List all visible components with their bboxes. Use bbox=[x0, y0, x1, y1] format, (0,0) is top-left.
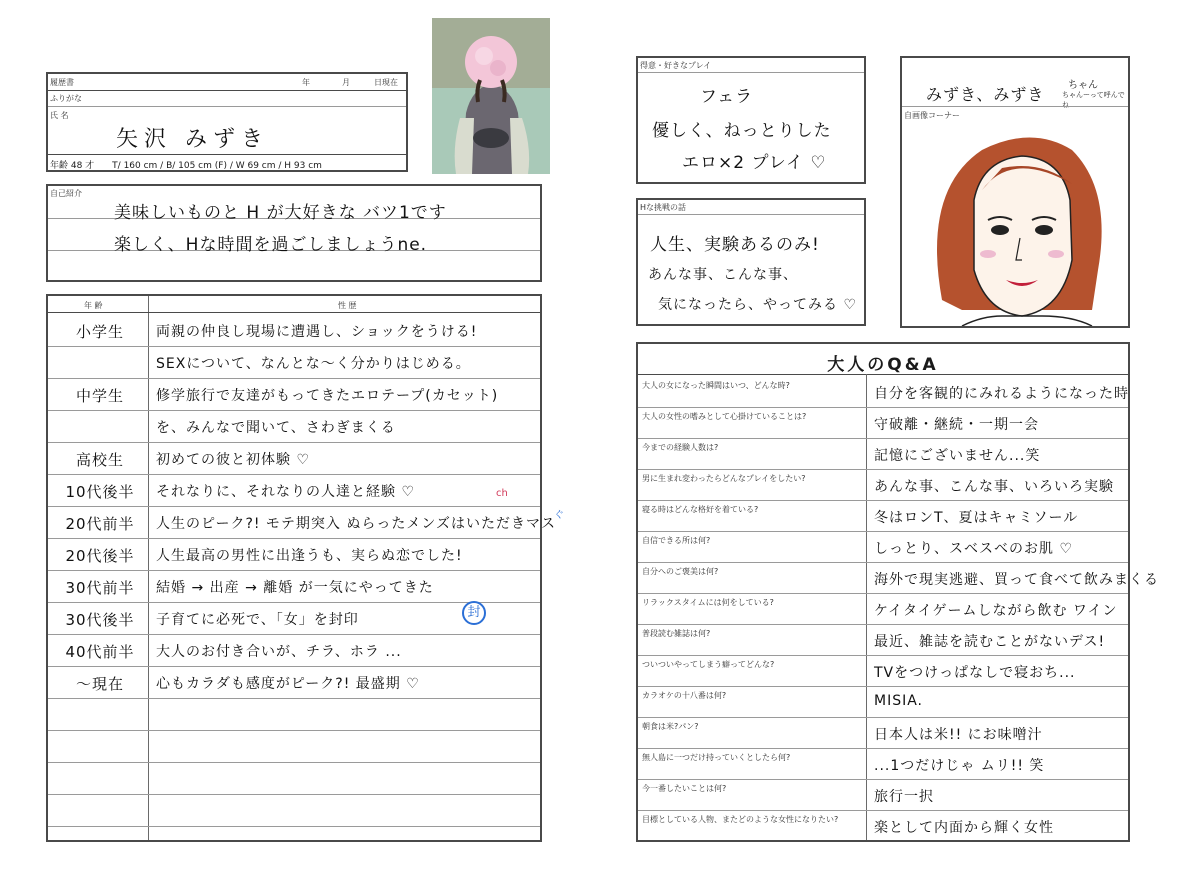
qa-row-divider bbox=[638, 438, 1128, 439]
date-genzai: 日現在 bbox=[374, 78, 398, 87]
qa-title: 大人のQ&A bbox=[827, 355, 939, 375]
h-challenge-line-2: あんな事、こんな事、 bbox=[648, 267, 798, 283]
history-row-age: 40代前半 bbox=[65, 643, 135, 661]
history-row-divider bbox=[48, 538, 540, 539]
qa-question: 今一番したいことは何? bbox=[642, 784, 727, 793]
history-row-divider bbox=[48, 506, 540, 507]
self-portrait-box bbox=[900, 56, 1130, 328]
body-stats: 年齢 48 才 T/ 160 cm / B/ 105 cm (F) / W 69 cm / H 93 cm bbox=[50, 161, 322, 171]
qa-table bbox=[636, 342, 1159, 842]
history-row-event: 大人のお付き合いが、チラ、ホラ ... bbox=[156, 644, 402, 660]
qa-row-divider bbox=[638, 655, 1128, 656]
history-row-divider bbox=[48, 378, 540, 379]
history-row-age: 20代後半 bbox=[65, 547, 135, 565]
self-intro-line-2: 楽しく、Hな時間を過ごしましょうne. bbox=[114, 235, 428, 255]
favorite-play-label: 得意・好きなプレイ bbox=[640, 61, 712, 70]
history-row-event: SEXについて、なんとな〜く分かりはじめる。 bbox=[156, 356, 471, 372]
history-row-divider bbox=[48, 570, 540, 571]
qa-answer: 旅行一択 bbox=[874, 789, 934, 805]
qa-row-divider bbox=[638, 469, 1128, 470]
self-portrait-drawing bbox=[922, 120, 1112, 326]
favorite-play-box bbox=[636, 56, 866, 184]
qa-question: 無人島に一つだけ持っていくとしたら何? bbox=[642, 753, 791, 762]
name-label: 氏 名 bbox=[50, 111, 69, 120]
history-row-event: 人生最高の男性に出逢うも、実らぬ恋でした! bbox=[156, 548, 463, 564]
qa-answer: ...1つだけじゃ ムリ!! 笑 bbox=[874, 758, 1045, 774]
name-value: 矢沢 みずき bbox=[116, 127, 269, 152]
history-col-age: 年 齢 bbox=[84, 301, 103, 310]
portrait-name: みずき、みずき bbox=[926, 85, 1045, 104]
qa-question: 自分へのご褒美は何? bbox=[642, 567, 719, 576]
history-row-age: 中学生 bbox=[75, 387, 124, 405]
qa-row-divider bbox=[638, 779, 1128, 780]
qa-answer: 日本人は米!! にお味噌汁 bbox=[874, 727, 1043, 743]
favorite-play-line-2: 優しく、ねっとりした bbox=[652, 121, 832, 141]
history-row-divider bbox=[48, 442, 540, 443]
qa-answer: 冬はロンT、夏はキャミソール bbox=[874, 510, 1079, 526]
profile-photo bbox=[432, 18, 550, 174]
qa-row-divider bbox=[638, 593, 1128, 594]
date-nen: 年 bbox=[302, 78, 310, 87]
qa-answer: しっとり、スベスベのお肌 ♡ bbox=[874, 541, 1074, 557]
self-intro-label: 自己紹介 bbox=[50, 189, 82, 198]
history-row-event: を、みんなで聞いて、さわぎまくる bbox=[156, 420, 396, 436]
qa-row-divider bbox=[638, 500, 1128, 501]
qa-question: リラックスタイムには何をしている? bbox=[642, 598, 774, 607]
history-row-divider bbox=[48, 346, 540, 347]
history-row-age: 10代後半 bbox=[65, 483, 135, 501]
qa-question: 朝食は米?パン? bbox=[642, 722, 699, 731]
history-row-divider bbox=[48, 474, 540, 475]
history-row-event: 人生のピーク?! モテ期突入 ぬらったメンズはいただきマス bbox=[156, 516, 556, 532]
qa-row-divider bbox=[638, 748, 1128, 749]
qa-question: 男に生まれ変わったらどんなプレイをしたい? bbox=[642, 474, 806, 483]
qa-answer: MISIA. bbox=[874, 693, 924, 709]
history-row-event: 修学旅行で友達がもってきたエロテープ(カセット) bbox=[156, 388, 499, 404]
qa-row-divider bbox=[638, 407, 1128, 408]
history-row-event: 結婚 → 出産 → 離婚 が一気にやってきた bbox=[156, 580, 434, 596]
qa-question: 寝る時はどんな格好を着ている? bbox=[642, 505, 759, 514]
history-row-age: 小学生 bbox=[75, 323, 124, 341]
qa-question: 普段読む雑誌は何? bbox=[642, 629, 711, 638]
qa-question: 今までの経験人数は? bbox=[642, 443, 719, 452]
seal-mark: 封 bbox=[462, 601, 486, 625]
qa-answer: TVをつけっぱなしで寝おち... bbox=[874, 665, 1076, 681]
qa-row-divider bbox=[638, 810, 1128, 811]
h-challenge-label: Hな挑戦の話 bbox=[640, 203, 687, 212]
h-challenge-line-1: 人生、実験あるのみ! bbox=[650, 235, 820, 255]
history-row-divider bbox=[48, 698, 540, 699]
history-row-event: 両親の仲良し現場に遭遇し、ショックをうける! bbox=[156, 324, 478, 340]
history-row-age: 高校生 bbox=[75, 451, 124, 469]
history-row-age: 〜現在 bbox=[75, 675, 124, 693]
history-row-divider bbox=[48, 634, 540, 635]
h-challenge-box bbox=[636, 198, 866, 326]
self-intro-line-1: 美味しいものと H が大好きな バツ1です bbox=[114, 203, 447, 223]
furigana-label: ふりがな bbox=[50, 94, 82, 103]
favorite-play-line-1: フェラ bbox=[700, 87, 754, 107]
history-row-divider bbox=[48, 794, 540, 795]
history-row-divider bbox=[48, 826, 540, 827]
rirekisho-label: 履歴書 bbox=[50, 78, 74, 87]
qa-answer: 海外で現実逃避、買って食べて飲みまくる bbox=[874, 572, 1159, 588]
qa-question: 自信できる所は何? bbox=[642, 536, 711, 545]
qa-row-divider bbox=[638, 562, 1128, 563]
history-row-age: 30代前半 bbox=[65, 579, 135, 597]
qa-answer: 最近、雑誌を読むことがないデス! bbox=[874, 634, 1106, 650]
name-box bbox=[46, 72, 408, 172]
profile-photo-figure bbox=[432, 18, 550, 174]
qa-row-divider bbox=[638, 624, 1128, 625]
history-row-divider bbox=[48, 730, 540, 731]
qa-question: ついついやってしまう癖ってどんな? bbox=[642, 660, 775, 669]
qa-answer: 守破離・継続・一期一会 bbox=[874, 417, 1039, 433]
favorite-play-line-3: エロ×2 プレイ ♡ bbox=[682, 153, 827, 173]
history-row-age: 20代前半 bbox=[65, 515, 135, 533]
history-row-event: 子育てに必死で、「女」を封印 bbox=[156, 612, 359, 628]
qa-answer: 記憶にございません...笑 bbox=[874, 448, 1041, 464]
qa-question: 目標としている人物、またどのような女性になりたい? bbox=[642, 815, 839, 824]
history-row-divider bbox=[48, 410, 540, 411]
qa-row-divider bbox=[638, 717, 1128, 718]
qa-answer: あんな事、こんな事、いろいろ実験 bbox=[874, 479, 1114, 495]
history-row-event: 心もカラダも感度がピーク?! 最盛期 ♡ bbox=[156, 676, 420, 692]
history-row-age: 30代後半 bbox=[65, 611, 135, 629]
qa-answer: 楽として内面から輝く女性 bbox=[874, 820, 1054, 836]
history-row-divider bbox=[48, 762, 540, 763]
date-tsuki: 月 bbox=[342, 78, 350, 87]
portrait-note: ちゃんーって呼んでね bbox=[1062, 91, 1125, 109]
history-row-event: それなりに、それなりの人達と経験 ♡ bbox=[156, 484, 415, 500]
qa-answer: 自分を客観的にみれるようになった時 bbox=[874, 386, 1129, 402]
aside-mark: ぐ bbox=[554, 510, 564, 521]
self-intro-box bbox=[46, 184, 542, 282]
history-col-event: 性 歴 bbox=[338, 301, 357, 310]
qa-question: 大人の女性の嗜みとして心掛けていることは? bbox=[642, 412, 807, 421]
kana-mark: ch bbox=[496, 488, 508, 499]
history-row-divider bbox=[48, 666, 540, 667]
qa-row-divider bbox=[638, 531, 1128, 532]
history-row-event: 初めての彼と初体験 ♡ bbox=[156, 452, 311, 468]
qa-question: 大人の女になった瞬間はいつ、どんな時? bbox=[642, 381, 790, 390]
self-portrait-label: 自画像コーナー bbox=[904, 111, 960, 120]
h-challenge-line-3: 気になったら、やってみる ♡ bbox=[658, 297, 858, 313]
history-table bbox=[46, 294, 564, 842]
qa-row-divider bbox=[638, 686, 1128, 687]
qa-question: カラオケの十八番は何? bbox=[642, 691, 727, 700]
portrait-nickname: ちゃん bbox=[1068, 80, 1098, 91]
qa-answer: ケイタイゲームしながら飲む ワイン bbox=[874, 603, 1118, 619]
